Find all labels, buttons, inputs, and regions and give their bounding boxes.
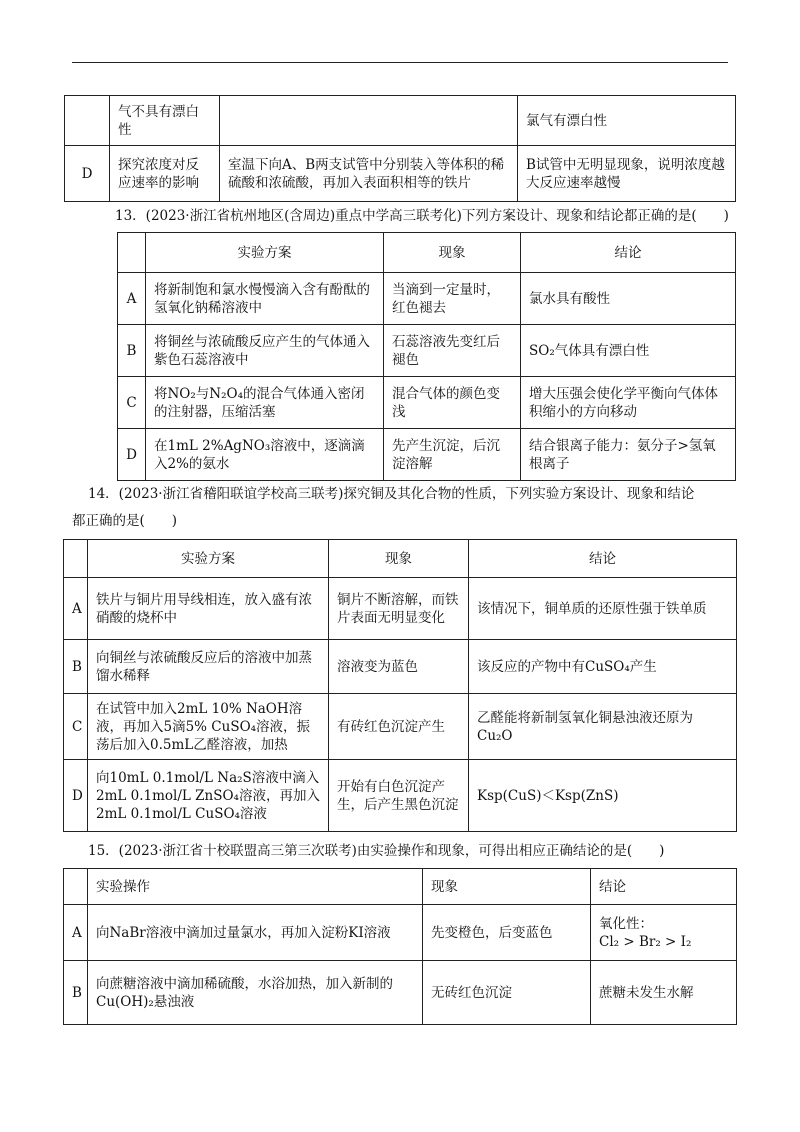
question-15-stem: 15．(2023·浙江省十校联盟高三第三次联考)由实验操作和现象，可得出相应正确结论的是( )	[88, 843, 665, 859]
procedure-cell	[220, 96, 518, 146]
table-row	[64, 640, 737, 694]
question-13-stem: 13．(2023·浙江省杭州地区(含周边)重点中学高三联考化)下列方案设计、现象和结论都正确的是( )	[115, 208, 729, 224]
conclusion-cell: SO₂气体具有漂白性	[521, 325, 736, 377]
row-label: B	[64, 640, 88, 694]
scheme-cell: 将NO₂与N₂O₄的混合气体通入密闭的注射器，压缩活塞	[146, 377, 384, 429]
row-label: A	[64, 905, 88, 961]
header-phenomenon: 现象	[384, 233, 521, 273]
table-row	[64, 961, 737, 1025]
table-row	[65, 96, 736, 146]
purpose-cell: 探究浓度对反应速率的影响	[110, 146, 220, 202]
header-conclusion: 结论	[591, 869, 737, 905]
row-label: C	[118, 377, 146, 429]
scheme-cell: 向10mL 0.1mol/L Na₂S溶液中滴入2mL 0.1mol/L ZnSO₄溶液，再加入2mL 0.1mol/L CuSO₄溶液	[88, 760, 329, 832]
phenomenon-cell: 混合气体的颜色变浅	[384, 377, 521, 429]
conclusion-cell: 增大压强会使化学平衡向气体体积缩小的方向移动	[521, 377, 736, 429]
question-14-stem-line2: 都正确的是( )	[72, 513, 178, 529]
table-header-row	[64, 869, 737, 905]
scheme-cell: 在1mL 2%AgNO₃溶液中，逐滴滴入2%的氨水	[146, 429, 384, 481]
conclusion-cell: Ksp(CuS)＜Ksp(ZnS)	[469, 760, 737, 832]
conclusion-cell: 蔗糖未发生水解	[591, 961, 737, 1025]
row-label: D	[65, 146, 110, 202]
table-row	[118, 273, 736, 325]
header-conclusion: 结论	[469, 540, 737, 578]
header-phenomenon: 现象	[423, 869, 591, 905]
table-row	[118, 325, 736, 377]
conclusion-cell: 该反应的产物中有CuSO₄产生	[469, 640, 737, 694]
row-label: A	[64, 578, 88, 640]
question-13-table	[117, 232, 736, 481]
scheme-cell: 向铜丝与浓硫酸反应后的溶液中加蒸馏水稀释	[88, 640, 329, 694]
scheme-cell: 在试管中加入2mL 10% NaOH溶液，再加入5滴5% CuSO₄溶液，振荡后加入0.5mL乙醛溶液，加热	[88, 694, 329, 760]
row-label: C	[64, 694, 88, 760]
top-table	[64, 95, 736, 202]
phenomenon-cell: 无砖红色沉淀	[423, 961, 591, 1025]
conclusion-line: 氧化性：	[599, 915, 653, 932]
phenomenon-cell: 开始有白色沉淀产生，后产生黑色沉淀	[329, 760, 469, 832]
scheme-cell: 铁片与铜片用导线相连，放入盛有浓硝酸的烧杯中	[88, 578, 329, 640]
header-operation: 实验操作	[88, 869, 423, 905]
phenomenon-cell: 当滴到一定量时，红色褪去	[384, 273, 521, 325]
question-15-table	[63, 868, 737, 1025]
phenomenon-cell: 石蕊溶液先变红后褪色	[384, 325, 521, 377]
table-row	[64, 578, 737, 640]
phenomenon-cell: 先变橙色，后变蓝色	[423, 905, 591, 961]
row-label: D	[118, 429, 146, 481]
conclusion-cell: 氯水具有酸性	[521, 273, 736, 325]
scheme-cell: 将铜丝与浓硫酸反应产生的气体通入紫色石蕊溶液中	[146, 325, 384, 377]
conclusion-cell: 该情况下，铜单质的还原性强于铁单质	[469, 578, 737, 640]
table-header-row	[64, 540, 737, 578]
table-row	[64, 905, 737, 961]
table-row	[65, 146, 736, 202]
row-label: D	[64, 760, 88, 832]
conclusion-cell: 氯气有漂白性	[518, 96, 736, 146]
conclusion-cell	[591, 905, 737, 961]
header-conclusion: 结论	[521, 233, 736, 273]
question-14-stem: 14．(2023·浙江省稽阳联谊学校高三联考)探究铜及其化合物的性质，下列实验方案设计、现象和结论	[88, 486, 695, 502]
purpose-cell: 气不具有漂白性	[110, 96, 220, 146]
conclusion-cell: 乙醛能将新制氢氧化铜悬浊液还原为Cu₂O	[469, 694, 737, 760]
header-scheme: 实验方案	[88, 540, 329, 578]
table-row	[64, 694, 737, 760]
oxidizing-order: Cl₂ > Br₂ > I₂	[599, 933, 692, 950]
scheme-cell: 将新制饱和氯水慢慢滴入含有酚酞的氢氧化钠稀溶液中	[146, 273, 384, 325]
phenomenon-cell: 铜片不断溶解，而铁片表面无明显变化	[329, 578, 469, 640]
table-row	[64, 760, 737, 832]
table-row	[118, 377, 736, 429]
page-header-rule	[72, 62, 728, 63]
procedure-cell: 室温下向A、B两支试管中分别装入等体积的稀硫酸和浓硫酸，再加入表面积相等的铁片	[220, 146, 518, 202]
row-label: A	[118, 273, 146, 325]
conclusion-cell: 结合银离子能力：氨分子>氢氧根离子	[521, 429, 736, 481]
operation-cell: 向蔗糖溶液中滴加稀硫酸，水浴加热，加入新制的Cu(OH)₂悬浊液	[88, 961, 423, 1025]
phenomenon-cell: 溶液变为蓝色	[329, 640, 469, 694]
table-header-row	[118, 233, 736, 273]
row-label: B	[118, 325, 146, 377]
row-label: B	[64, 961, 88, 1025]
row-label	[65, 96, 110, 146]
phenomenon-cell: 有砖红色沉淀产生	[329, 694, 469, 760]
table-row	[118, 429, 736, 481]
phenomenon-cell: 先产生沉淀，后沉淀溶解	[384, 429, 521, 481]
header-scheme: 实验方案	[146, 233, 384, 273]
operation-cell: 向NaBr溶液中滴加过量氯水，再加入淀粉KI溶液	[88, 905, 423, 961]
conclusion-cell: B试管中无明显现象，说明浓度越大反应速率越慢	[518, 146, 736, 202]
question-14-table	[63, 539, 737, 832]
header-phenomenon: 现象	[329, 540, 469, 578]
